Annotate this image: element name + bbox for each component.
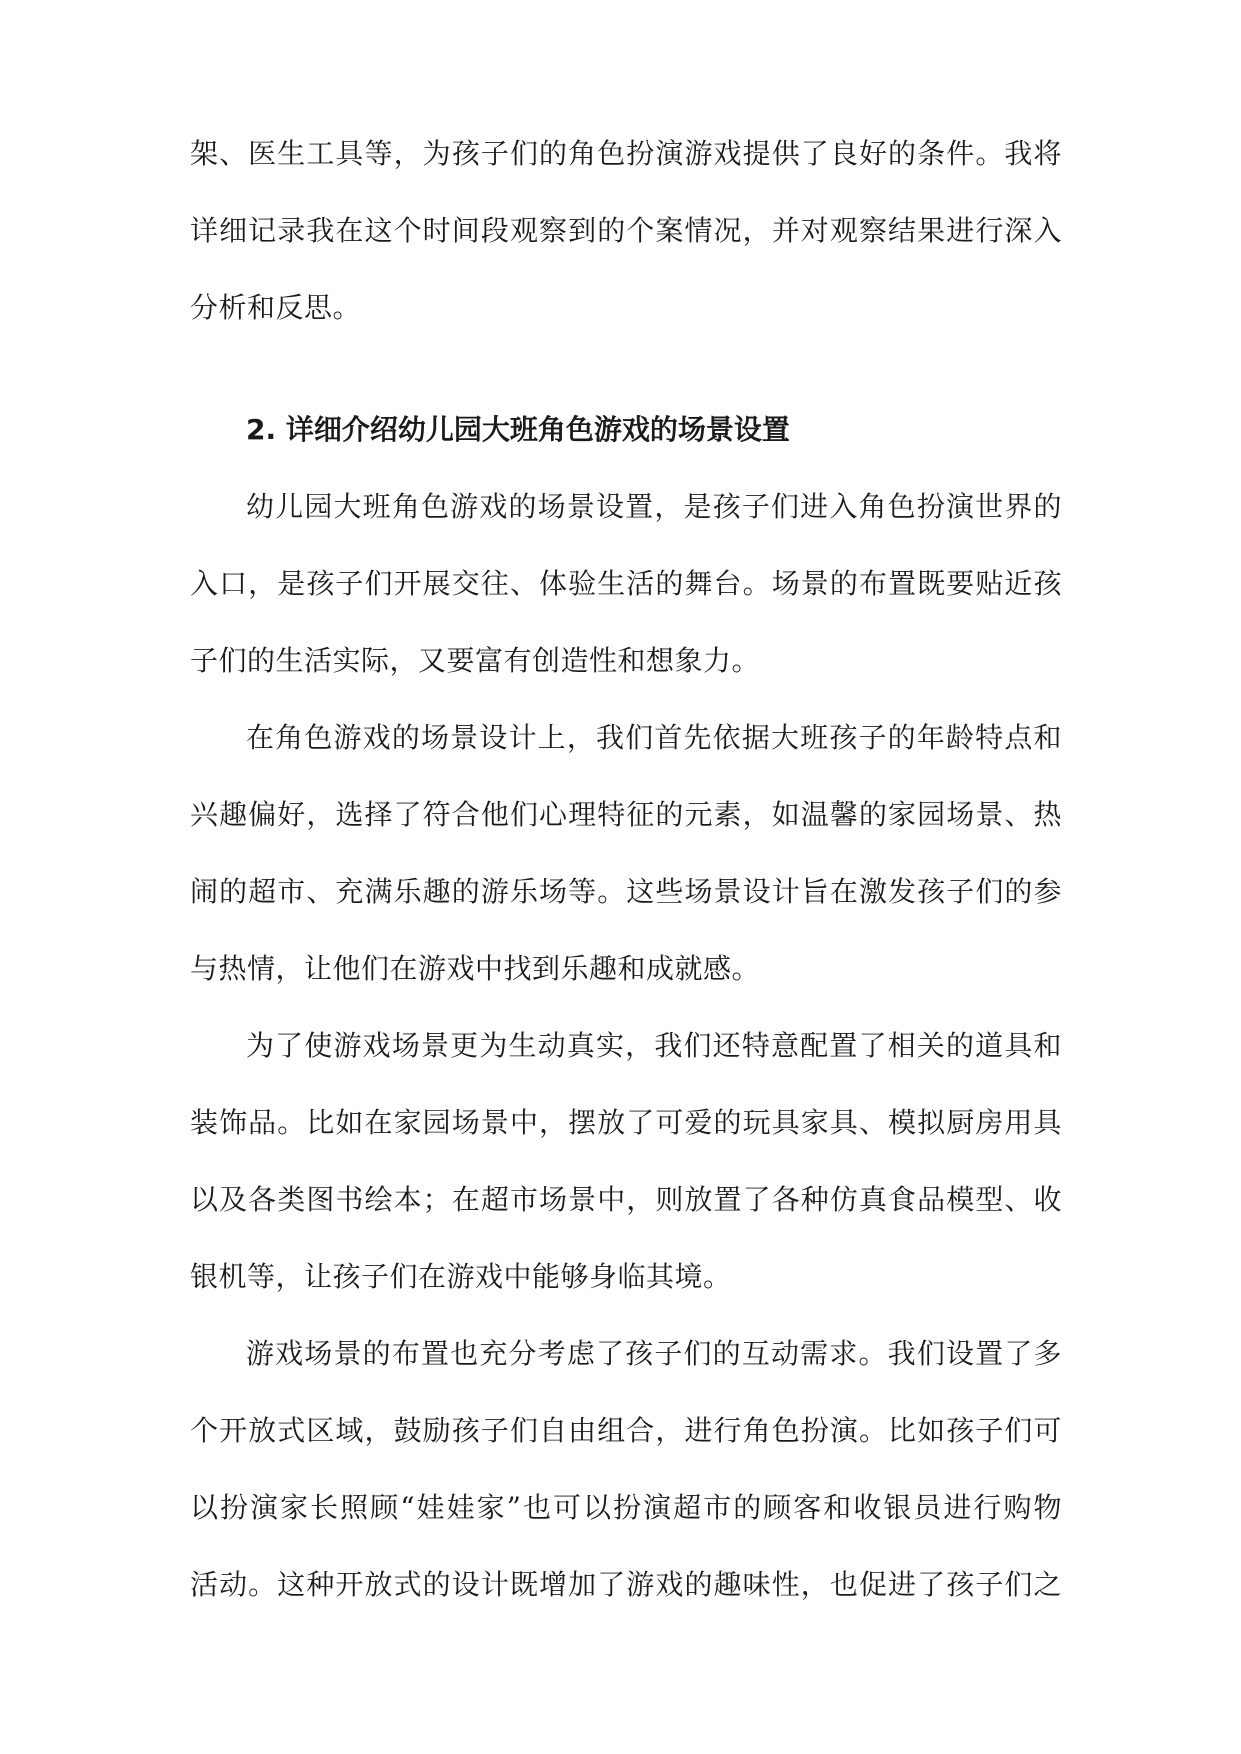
text-line: 详细记录我在这个时间段观察到的个案情况，并对观察结果进行深入	[190, 214, 1062, 247]
text-line: 与热情，让他们在游戏中找到乐趣和成就感。	[190, 952, 761, 985]
text-line: 活动。这种开放式的设计既增加了游戏的趣味性，也促进了孩子们之	[190, 1568, 1062, 1601]
text-line: 架、医生工具等，为孩子们的角色扮演游戏提供了良好的条件。我将	[190, 137, 1062, 170]
text-line: 装饰品。比如在家园场景中，摆放了可爱的玩具家具、模拟厨房用具	[190, 1106, 1062, 1139]
text-line: 游戏场景的布置也充分考虑了孩子们的互动需求。我们设置了多	[246, 1337, 1062, 1370]
text-line: 闹的超市、充满乐趣的游乐场等。这些场景设计旨在激发孩子们的参	[190, 875, 1062, 908]
text-line: 为了使游戏场景更为生动真实，我们还特意配置了相关的道具和	[246, 1029, 1062, 1062]
text-line: 兴趣偏好，选择了符合他们心理特征的元素，如温馨的家园场景、热	[190, 798, 1062, 831]
text-line: 在角色游戏的场景设计上，我们首先依据大班孩子的年龄特点和	[246, 721, 1062, 754]
text-line: 银机等，让孩子们在游戏中能够身临其境。	[190, 1260, 732, 1293]
text-line: 以及各类图书绘本；在超市场景中，则放置了各种仿真食品模型、收	[190, 1183, 1062, 1216]
section-heading: 2. 详细介绍幼儿园大班角色游戏的场景设置	[246, 413, 790, 446]
text-line: 个开放式区域，鼓励孩子们自由组合，进行角色扮演。比如孩子们可	[190, 1414, 1062, 1447]
text-line: 入口，是孩子们开展交往、体验生活的舞台。场景的布置既要贴近孩	[190, 567, 1062, 600]
text-line: 以扮演家长照顾“娃娃家”也可以扮演超市的顾客和收银员进行购物	[190, 1491, 1062, 1524]
text-line: 幼儿园大班角色游戏的场景设置，是孩子们进入角色扮演世界的	[246, 490, 1062, 523]
text-line: 子们的生活实际，又要富有创造性和想象力。	[190, 644, 761, 677]
text-line: 分析和反思。	[190, 291, 362, 324]
